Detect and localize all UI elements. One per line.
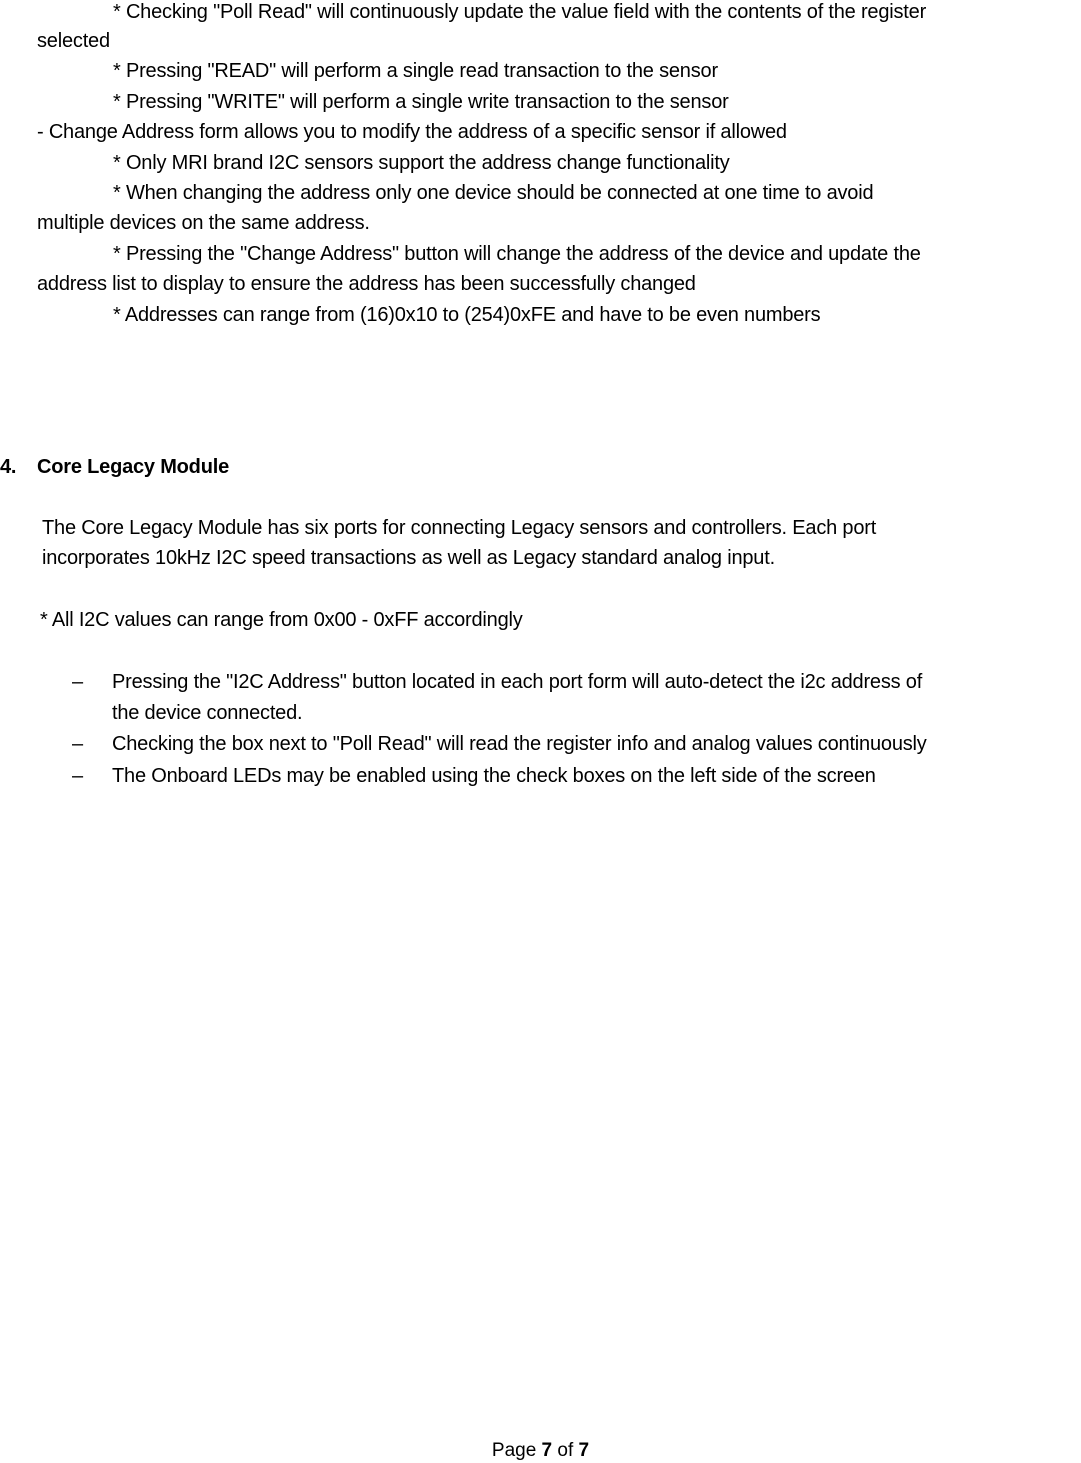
continuation-line: selected <box>37 30 110 52</box>
bullet-dash: – <box>72 733 84 755</box>
continuation-line: * Checking "Poll Read" will continuously update the value field with the contents of the register <box>113 1 927 23</box>
continuation-line: * Addresses can range from (16)0x10 to (254)0xFE and have to be even numbers <box>113 304 821 326</box>
bullet-dash: – <box>72 765 84 787</box>
continuation-line: * Pressing the "Change Address" button will change the address of the device and update the <box>113 243 921 265</box>
section-number: 4. <box>0 456 17 478</box>
footer-current-page: 7 <box>541 1440 553 1461</box>
range-note: * All I2C values can range from 0x00 - 0xFF accordingly <box>40 609 523 631</box>
continuation-line: * When changing the address only one device should be connected at one time to avoid <box>113 182 874 204</box>
intro-line: incorporates 10kHz I2C speed transactions as well as Legacy standard analog input. <box>42 547 775 569</box>
continuation-line: - Change Address form allows you to modify the address of a specific sensor if allowed <box>37 121 787 143</box>
continuation-line: * Only MRI brand I2C sensors support the address change functionality <box>113 152 730 174</box>
footer-middle: of <box>552 1440 579 1461</box>
continuation-line: address list to display to ensure the address has been successfully changed <box>37 273 696 295</box>
section-title: Core Legacy Module <box>37 456 229 478</box>
bullet-line: the device connected. <box>112 702 303 724</box>
continuation-line: * Pressing "WRITE" will perform a single write transaction to the sensor <box>113 91 729 113</box>
bullet-line: Checking the box next to "Poll Read" will read the register info and analog values continuously <box>112 733 927 755</box>
continuation-line: * Pressing "READ" will perform a single read transaction to the sensor <box>113 60 718 82</box>
footer-prefix: Page <box>491 1440 542 1461</box>
page-footer <box>0 1439 1081 1463</box>
intro-line: The Core Legacy Module has six ports for connecting Legacy sensors and controllers. Each port <box>42 517 877 539</box>
footer-total-pages: 7 <box>578 1440 590 1461</box>
bullet-line: Pressing the "I2C Address" button located in each port form will auto-detect the i2c address of <box>112 671 923 693</box>
bullet-line: The Onboard LEDs may be enabled using the check boxes on the left side of the screen <box>112 765 876 787</box>
continuation-line: multiple devices on the same address. <box>37 212 370 234</box>
bullet-dash: – <box>72 671 84 693</box>
